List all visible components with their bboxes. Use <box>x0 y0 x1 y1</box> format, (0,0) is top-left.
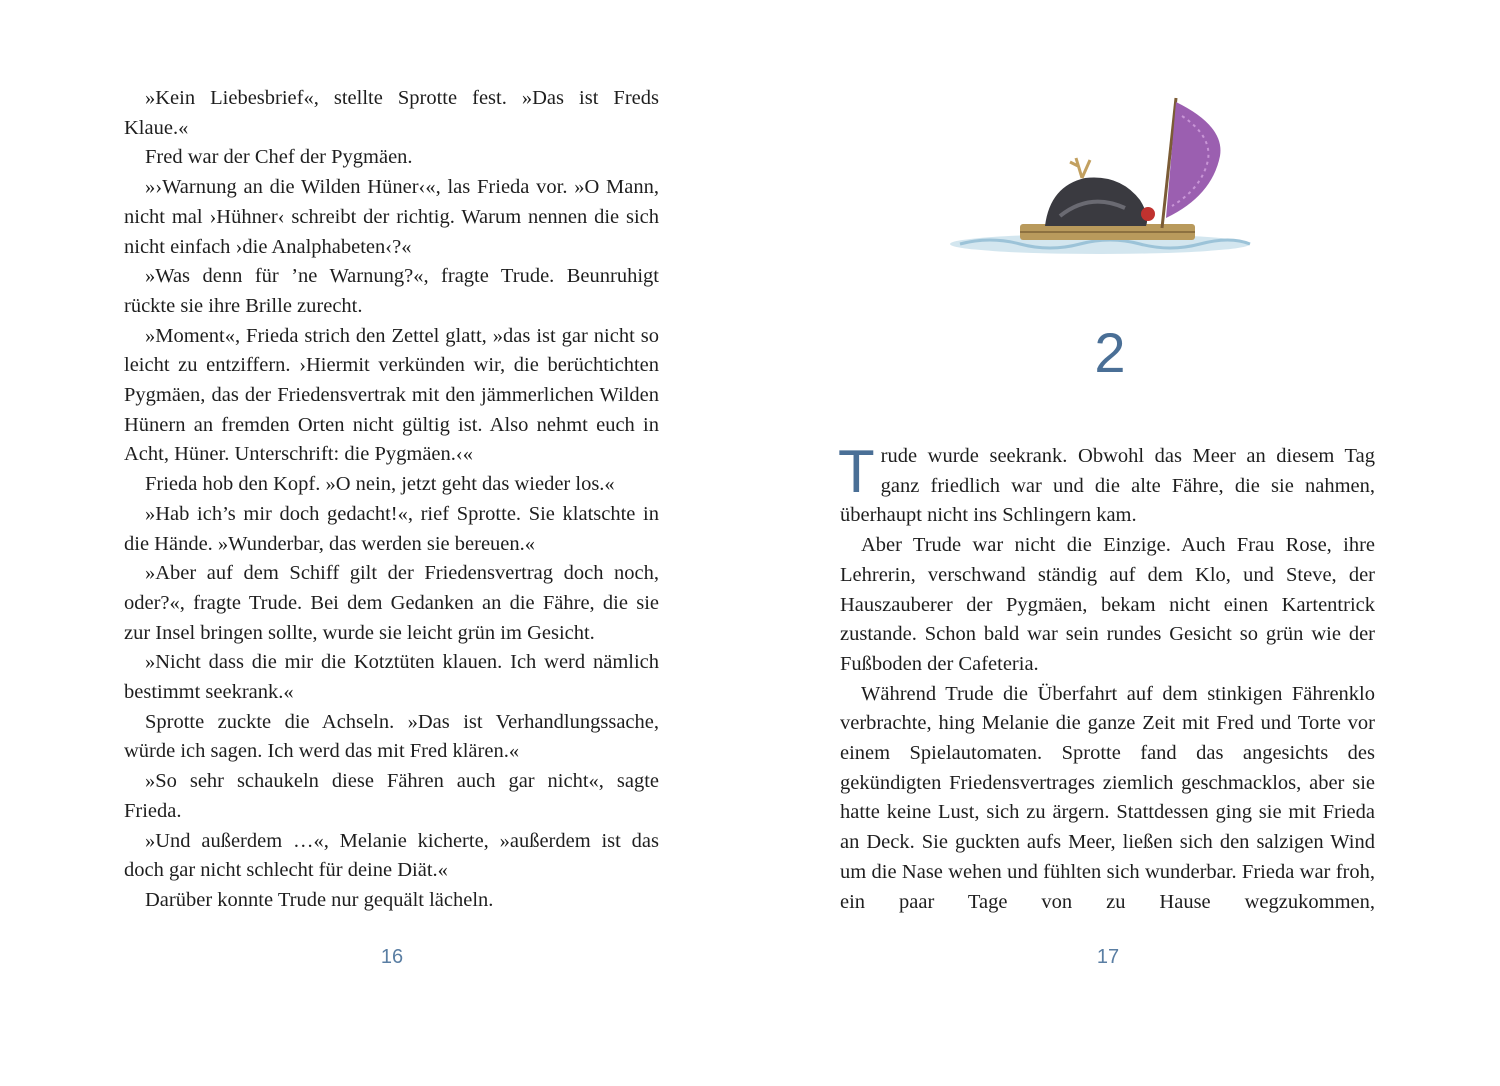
paragraph: Aber Trude war nicht die Einzige. Auch Frau Rose, ihre Lehrerin, verschwand ständig auf dem Klo, und Steve, der Hauszauberer der Pygmäen, bekam nicht einen Kartentrick zustande. Schon bald war sein rundes Gesicht so grün wie der Fußboden der Cafeteria. <box>840 534 1375 675</box>
paragraph: »Nicht dass die mir die Kotztüten klauen. Ich werd nämlich bestimmt seekrank.« <box>124 651 659 704</box>
paragraph: »Was denn für ’ne Warnung?«, fragte Trude. Beunruhigt rückte sie ihre Brille zurecht. <box>124 265 659 317</box>
paragraph: »Aber auf dem Schiff gilt der Friedensvertrag doch noch, oder?«, fragte Trude. Bei dem Gedanken an die Fähre, die sie zur Insel bringen sollte, wurde sie leicht grün im Gesicht. <box>124 562 659 644</box>
paragraph: »Kein Liebesbrief«, stellte Sprotte fest. »Das ist Freds Klaue.« <box>124 87 659 139</box>
drop-cap: T <box>838 438 875 505</box>
left-page-text <box>124 84 659 916</box>
paragraph: Frieda hob den Kopf. »O nein, jetzt geht das wieder los.« <box>145 473 615 496</box>
paragraph: »›Warnung an die Wilden Hüner‹«, las Frieda vor. »O Mann, nicht mal ›Hühner‹ schreibt der richtig. Warum nennen die sich nicht einfach ›die Analphabeten‹?« <box>124 176 659 258</box>
paragraph: Während Trude die Überfahrt auf dem stinkigen Fährenklo verbrachte, hing Melanie die ganze Zeit mit Fred und Torte vor einem Spielautomaten. Sprotte fand das angesichts des gekündigten Friedensvertrages ziemlich geschmacklos, aber sie hatte keine Lust, sich zu ärgern. Stattdessen ging sie mit Frieda an Deck. Sie guckten aufs Meer, ließen sich den salzigen Wind um die Nase wehen und fühlten sich wunderbar. Frieda war froh, ein paar Tage von zu Hause wegzukommen, <box>840 682 1375 913</box>
paragraph: »Hab ich’s mir doch gedacht!«, rief Sprotte. Sie klatschte in die Hände. »Wunderbar, das werden sie bereuen.« <box>124 502 659 555</box>
raft-with-chicken-illustration <box>950 96 1260 271</box>
first-paragraph <box>838 438 1375 531</box>
paragraph: »Und außerdem …«, Melanie kicherte, »außerdem ist das doch gar nicht schlecht für deine Diät.« <box>124 829 659 882</box>
right-page-text <box>838 438 1375 917</box>
page-number-left: 16 <box>380 946 404 968</box>
paragraph: Sprotte zuckte die Achseln. »Das ist Verhandlungssache, würde ich sagen. Ich werd das mit Fred klären.« <box>124 710 659 763</box>
page-number-right: 17 <box>1096 946 1120 968</box>
paragraph: »So sehr schaukeln diese Fähren auch gar nicht«, sagte Frieda. <box>124 770 659 822</box>
chapter-number: 2 <box>1094 321 1126 384</box>
paragraph: »Moment«, Frieda strich den Zettel glatt, »das ist gar nicht so leicht zu entziffern. ›Hiermit verkünden wir, die berüchtichten Pygmäen, das der Friedensvertrak mit den jämmerlichen Wilden Hünern an fremden Orten nicht gültig ist. Also nehmt euch in Acht, Hüner. Unterschrift: die Pygmäen.‹« <box>124 324 659 466</box>
paragraph: Darüber konnte Trude nur gequält lächeln. <box>145 888 494 911</box>
first-paragraph-text: rude wurde seekrank. Obwohl das Meer an diesem Tag ganz friedlich war und die alte Fähre, die sie nahmen, überhaupt nicht ins Schlingern kam. <box>840 445 1375 527</box>
paragraph: Fred war der Chef der Pygmäen. <box>145 146 413 169</box>
